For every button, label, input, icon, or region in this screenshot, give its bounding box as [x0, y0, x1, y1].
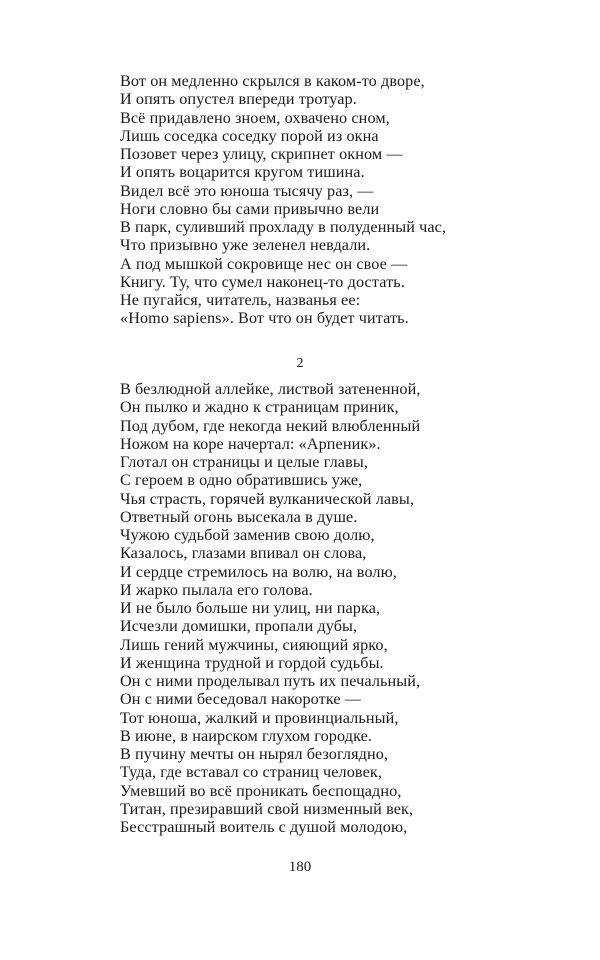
poem-line: Бесстрашный воитель с душой молодою,: [120, 818, 408, 836]
poem-line: «Homo sapiens». Вот что он будет читать.: [120, 309, 409, 328]
poem-line: Казалось, глазами впивал он слова,: [120, 544, 367, 563]
poem-line: Не пугайся, читатель, названья ее:: [120, 291, 361, 309]
poem-line: Ножом на коре начертал: «Арпеник».: [120, 434, 381, 453]
poem-line: Лишь соседка соседку порой из окна: [120, 126, 379, 145]
poem-line: В пучину мечты он нырял безоглядно,: [120, 745, 389, 763]
page-number: 180: [288, 859, 312, 875]
poem-line: В парк, суливший прохладу в полуденный час,: [120, 218, 447, 236]
poem-line: Чья страсть, горячей вулканической лавы,: [120, 489, 415, 508]
poem-line: Титан, презиравший свой низменный век,: [120, 799, 414, 818]
poem-line: Лишь гений мужчины, сияющий ярко,: [120, 635, 388, 654]
poem-line: Туда, где вставал со страниц человек,: [120, 763, 382, 782]
poem-line: В безлюдной аллейке, листвой затененной,: [120, 380, 421, 398]
poem-line: И опять воцарится кругом тишина.: [120, 163, 365, 182]
poem-line: Исчезли домишки, пропали дубы,: [120, 617, 358, 636]
poem-line: Глотал он страницы и целые главы,: [120, 453, 368, 471]
poem-line: И сердце стремилось на волю, на волю,: [120, 562, 397, 581]
poem-line: Видел всё это юноша тысячу раз, —: [120, 181, 374, 200]
poem-line: Он пылко и жадно к страницам приник,: [120, 398, 399, 417]
poem-line: Он с ними проделывал путь их печальный,: [120, 672, 421, 690]
poem-line: Ноги словно бы сами привычно вели: [120, 199, 380, 218]
poem-stanza-2: [120, 380, 540, 836]
section-number: 2: [296, 356, 304, 371]
poem-line: Под дубом, где некогда некий влюбленный: [120, 416, 421, 435]
poem-line: Тот юноша, жалкий и провинциальный,: [120, 708, 399, 727]
poem-line: И опять опустел впереди тротуар.: [120, 90, 357, 109]
poem-line: С героем в одно обратившись уже,: [120, 471, 363, 490]
poem-line: И жарко пылала его голова.: [120, 580, 313, 599]
poem-line: В июне, в наирском глухом городке.: [120, 726, 373, 745]
poem-line: И женщина трудной и гордой судьбы.: [120, 653, 384, 672]
poem-line: И не было больше ни улиц, ни парка,: [120, 599, 381, 617]
poem-line: Что призывно уже зеленел невдали.: [120, 236, 371, 255]
poem-line: Чужою судьбой заменив свою долю,: [120, 526, 375, 544]
poem-line: Вот он медленно скрылся в каком-то дворе,: [120, 72, 425, 90]
poem-line: Книгу. Ту, что сумел наконец-то достать.: [120, 272, 405, 291]
poem-line: А под мышкой сокровище нес он свое —: [120, 254, 408, 273]
poem-stanza-1: [120, 72, 540, 328]
poem-line: Умевший во всё проникать беспощадно,: [120, 781, 402, 800]
poem-line: Всё придавлено зноем, охвачено сном,: [120, 108, 390, 127]
poem-line: Позовет через улицу, скрипнет окном —: [120, 145, 403, 163]
poem-line: Ответный огонь высекала в душе.: [120, 507, 358, 526]
poem-line: Он с ними беседовал накоротке —: [120, 690, 362, 709]
